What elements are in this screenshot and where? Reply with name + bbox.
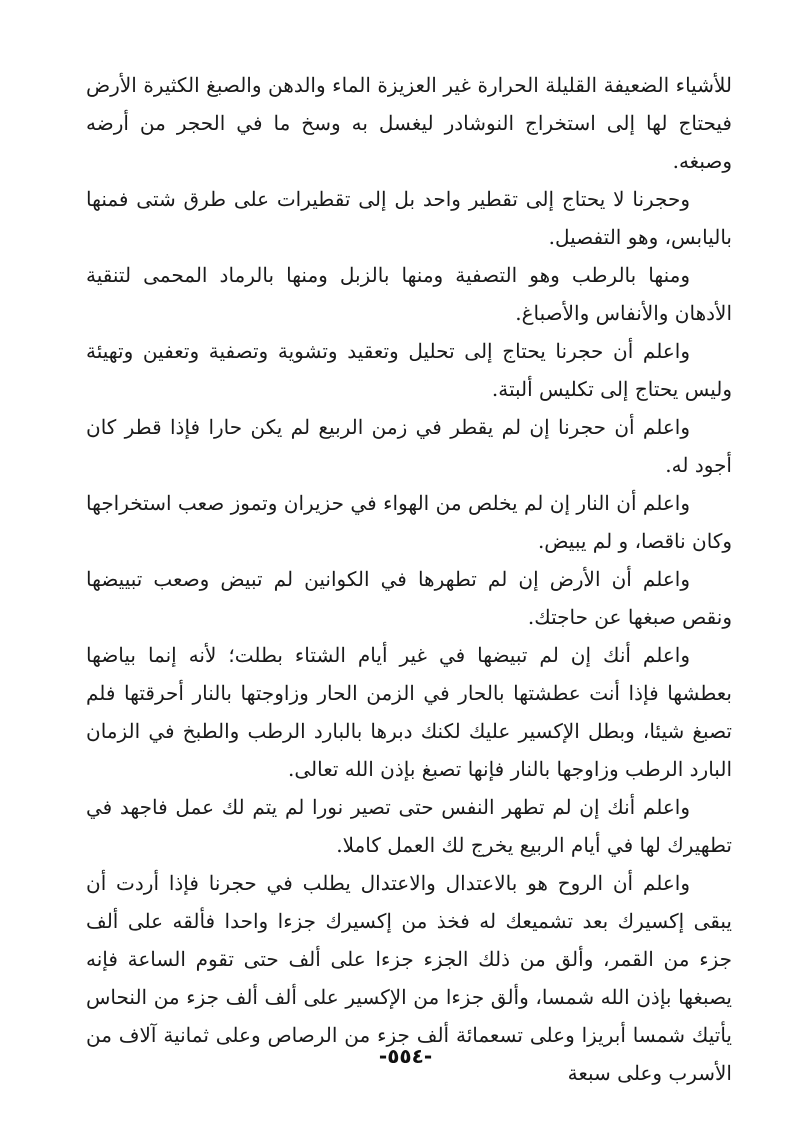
page-number: -٥٥٤-	[378, 1044, 433, 1068]
paragraph-10: واعلم أن الروح هو بالاعتدال والاعتدال يطلب في حجرنا فإذا أردت أن يبقى إكسيرك بعد تشميعك له فخذ من إكسيرك جزءا واحدا فألقه على ألف جزء من القمر، وألق من ذلك الجزء جزءا على ألف حتى تقوم الساعة فإنه يصبغها بإذن الله شمسا، وألق جزءا من الإكسير على ألف ألف جزء من النحاس يأتيك شمسا أبريزا وعلى تسعمائة ألف جزء من الرصاص وعلى ثمانية آلاف من الأسرب وعلى سبعة	[86, 871, 733, 1085]
paragraph-3: ومنها بالرطب وهو التصفية ومنها بالزبل ومنها بالرماد المحمى لتنقية الأدهان والأنفاس والأصباغ.	[86, 263, 732, 325]
paragraph-8: واعلم أنك إن لم تبيضها في غير أيام الشتاء بطلت؛ لأنه إنما بياضها بعطشها فإذا أنت عطشتها بالحار في الزمن الحار وزاوجتها بالنار أحرقتها فلم تصبغ شيئا، وبطل الإكسير عليك لكنك دبرها بالبارد الرطب والطبخ في الزمان البارد الرطب وزاوجها بالنار فإنها تصبغ بإذن الله تعالى.	[86, 643, 732, 781]
paragraph-9: واعلم أنك إن لم تطهر النفس حتى تصير نورا لم يتم لك عمل فاجهد في تطهيرك لها في أيام الربيع يخرج لك العمل كاملا.	[86, 795, 732, 857]
paragraph-2: وحجرنا لا يحتاج إلى تقطير واحد بل إلى تقطيرات على طرق شتى فمنها باليابس، وهو التفصيل.	[86, 187, 732, 249]
paragraph-4: واعلم أن حجرنا يحتاج إلى تحليل وتعقيد وتشوية وتصفية وتعفين وتهيئة وليس يحتاج إلى تكليس ألبتة.	[86, 339, 732, 401]
paragraph-5: واعلم أن حجرنا إن لم يقطر في زمن الربيع لم يكن حارا فإذا قطر كان أجود له.	[86, 415, 732, 477]
page-body	[86, 66, 732, 1092]
paragraph-7: واعلم أن الأرض إن لم تطهرها في الكوانين لم تبيض وصعب تبييضها ونقص صبغها عن حاجتك.	[86, 567, 732, 629]
paragraph-6: واعلم أن النار إن لم يخلص من الهواء في حزيران وتموز صعب استخراجها وكان ناقصا، و لم يبيض.	[86, 491, 732, 553]
paragraph-1: للأشياء الضعيفة القليلة الحرارة غير العزيزة الماء والدهن والصبغ الكثيرة الأرض فيحتاج لها إلى استخراج النوشادر ليغسل به وسخ ما في الحجر من أرضه وصبغه.	[86, 73, 732, 173]
